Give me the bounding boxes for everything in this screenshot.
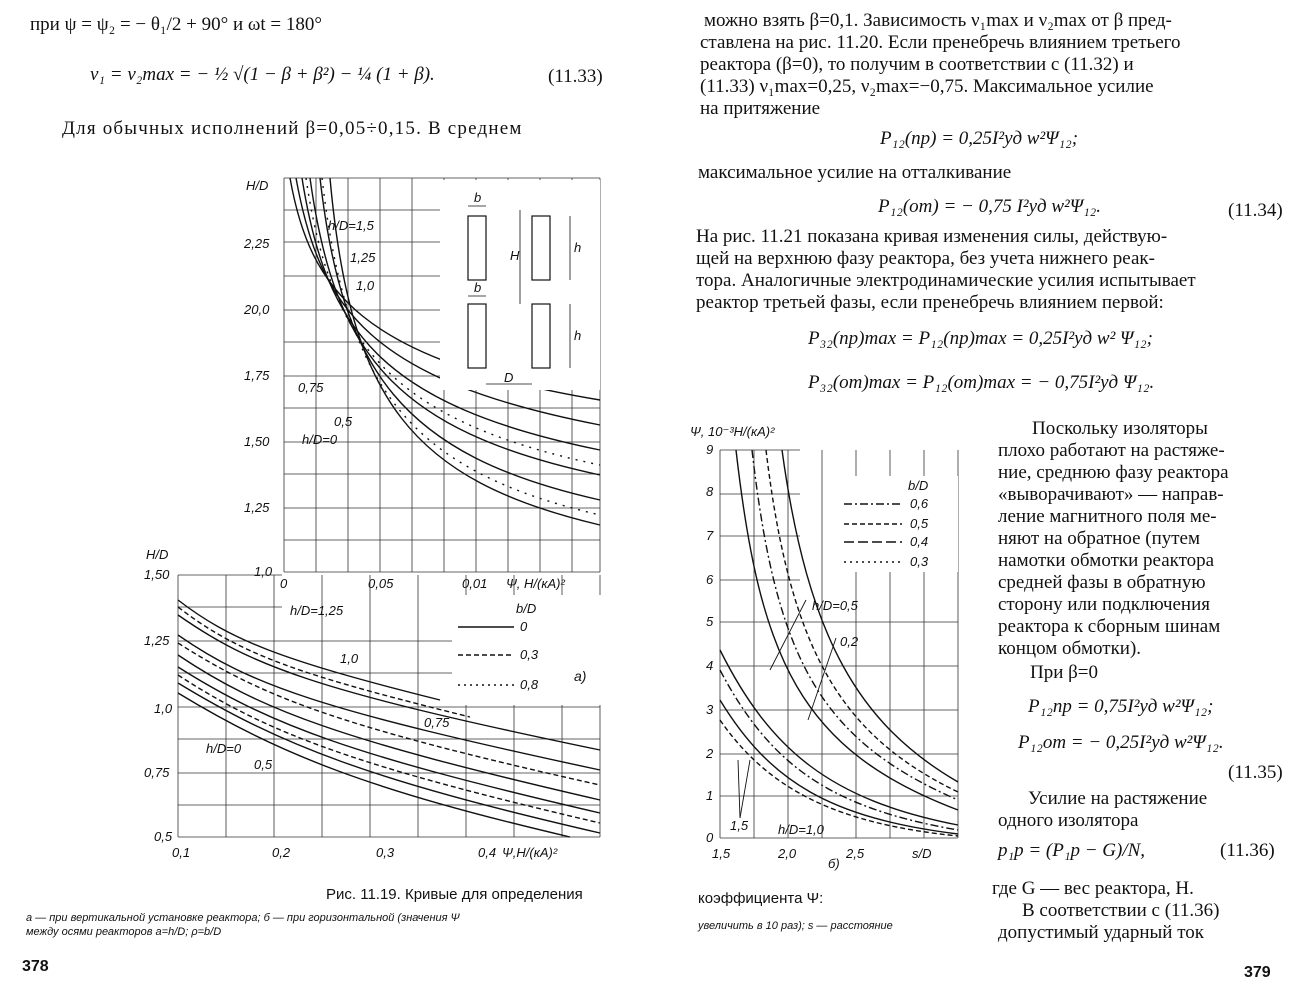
equation-number-11-34: (11.34) [1228,200,1283,221]
chart-b-x-tick: 0,4 [478,845,497,860]
panel-label-a: а) [574,668,587,684]
figure-caption: Рис. 11.19. Кривые для определения [326,886,583,903]
equation-number-11-33: (11.33) [548,66,603,87]
formula-11-33: ν₁ = ν₂max = − ½ √(1 − β + β²) − ¼ (1 + β). [90,64,435,85]
chart-c-y-label: Ψ, 10⁻³H/(кА)² [690,424,775,439]
side-text-line: ние, среднюю фазу реактора [998,462,1229,483]
chart-b-curve-label: h/D=1,25 [290,603,344,618]
figure-caption-continued-note: увеличить в 10 раз); s — расстояние [698,920,893,932]
chart-c-x-tick: 2,0 [778,846,797,861]
chart-a-y-tick: 1,0 [254,564,273,579]
side-text-line: Поскольку изоляторы [1032,418,1208,439]
chart-c-curve-label: 0,2 [840,634,859,649]
formula-p12pr-beta0: P₁₂пр = 0,75I²уд w²Ψ₁₂; [1028,696,1214,717]
figure-caption-note: между осями реакторов а=h/D; ρ=b/D [26,926,222,938]
page-number-left: 378 [22,958,49,975]
chart-b-curve-label: h/D=0 [206,741,242,756]
chart-a-y-tick: 20,0 [244,302,270,317]
formula-p32-pr: P₃₂(пр)max = P₁₂(пр)max = 0,25I²уд w² Ψ₁₂; [808,328,1153,349]
chart-c-curve [720,720,958,836]
chart-b-y-tick: 0,75 [144,765,170,780]
chart-c [690,420,990,875]
paragraph-line: реактора (β=0), то получим в соответствии с (11.32) и [700,54,1134,75]
chart-a-x-label: Ψ, H/(кА)² [506,576,565,590]
legend-entry: 0,8 [520,677,539,692]
text-line-condition: при ψ = ψ₂ = − θ₁/2 + 90° и ωt = 180° [30,14,322,35]
chart-c-curve [720,650,958,825]
figure-caption-note: а — при вертикальной установке реактора; б — при горизонтальной (значения Ψ [26,912,460,924]
inset-label: H [510,248,520,263]
side-text-line: няют на обратное (путем [998,528,1201,549]
side-text-line: реактора к сборным шинам [998,616,1221,637]
chart-a-y-tick: 1,25 [244,500,270,515]
right-page [652,0,1304,991]
chart-b-curve-label: 0,75 [424,715,450,730]
chart-b-curve [178,683,600,833]
side-text-line: концом обмотки). [998,638,1142,659]
chart-b-x-label: Ψ,H/(кА)² [502,845,558,860]
legend-entry: 0,5 [910,516,929,531]
chart-b-x-tick: 0,1 [172,845,191,860]
legend-title: b/D [516,601,537,616]
chart-c-legend [840,476,958,572]
chart-a-y-tick: 2,25 [244,236,270,251]
chart-a-curve-label: h/D=1,5 [328,218,374,233]
chart-a-inset [440,180,600,390]
paragraph-line: щей на верхнюю фазу реактора, без учета нижнего реак- [696,248,1155,269]
side-text-line: «выворачивают» — направ- [998,484,1224,505]
chart-a-curve-label: 1,25 [350,250,376,265]
paragraph-line: реактор третьей фазы, если пренебречь влиянием первой: [696,292,1164,313]
chart-b-curve-label: 1,0 [340,651,359,666]
chart-c-curve-label: h/D=1,0 [778,822,824,837]
chart-c-curve-label: h/D=0,5 [812,598,858,613]
paragraph-line: На рис. 11.21 показана кривая изменения силы, действую- [696,226,1168,247]
legend-entry: 0,4 [910,534,929,549]
chart-b-curve-label: 0,5 [254,757,273,772]
chart-b-x-tick: 0,3 [376,845,395,860]
chart-c-y-tick: 7 [706,528,714,543]
equation-number-11-36: (11.36) [1220,840,1275,861]
text-vsootvetstvii: допустимый ударный ток [998,922,1204,943]
side-text-line: намотки обмотки реактора [998,550,1215,571]
paragraph-line: (11.33) ν₁max=0,25, ν₂max=−0,75. Максимальное усилие [700,76,1154,97]
page-number-right: 379 [1244,964,1271,981]
chart-c-y-tick: 4 [706,658,714,673]
chart-c-y-tick: 1 [706,788,714,803]
chart-a-y-label: H/D [246,178,269,193]
formula-p12ot-beta0: P₁₂от = − 0,25I²уд w²Ψ₁₂. [1018,732,1224,753]
text-ottalkivanie: максимальное усилие на отталкивание [698,162,1012,183]
inset-label: b [474,280,482,295]
paragraph-line: ставлена на рис. 11.20. Если пренебречь влиянием третьего [700,32,1181,53]
chart-b-y-tick: 1,0 [154,701,173,716]
legend-entry: 0,6 [910,496,929,511]
chart-c-y-tick: 5 [706,614,714,629]
chart-c-x-tick: 2,5 [846,846,865,861]
legend-entry: 0 [520,619,528,634]
text-usilie: одного изолятора [998,810,1139,831]
chart-a-y-tick: 1,50 [244,434,270,449]
text-usilie: Усилие на растяжение [1028,788,1208,809]
chart-a-curve-label: h/D=0 [302,432,338,447]
chart-a-curve-label: 0,75 [298,380,324,395]
chart-a-curve-label: 1,0 [356,278,375,293]
chart-a-x-tick: 0,01 [462,576,488,590]
chart-a-y-tick: 1,75 [244,368,270,383]
inset-label: h [574,328,582,343]
side-text-line: плохо работают на растяже- [998,440,1225,461]
chart-c-y-tick: 0 [706,830,714,845]
legend-title: b/D [908,478,929,493]
text-gde: где G — вес реактора, Н. [992,878,1194,899]
chart-b-legend [452,595,602,705]
paragraph-line: тора. Аналогичные электродинамические усилия испытывает [696,270,1196,291]
equation-number-11-35: (11.35) [1228,762,1283,783]
text-vsootvetstvii: В соответствии с (11.36) [1022,900,1220,921]
chart-b-y-label: H/D [146,547,169,562]
formula-11-36: p₁р = (P₁р − G)/N, [998,840,1146,861]
chart-c-y-tick: 9 [706,442,714,457]
chart-c-curve [720,700,958,834]
chart-b-x-tick: 0,2 [272,845,291,860]
inset-label: b [474,190,482,205]
formula-p12-ot: P₁₂(от) = − 0,75 I²уд w²Ψ₁₂. [878,196,1102,217]
chart-c-curve-label: 1,5 [730,818,749,833]
side-text-line: сторону или подключения [998,594,1211,615]
side-text-line: средней фазы в обратную [998,572,1206,593]
chart-a-x-tick: 0,05 [368,576,394,590]
side-text-line: При β=0 [1030,662,1099,683]
chart-b-y-tick: 1,25 [144,633,170,648]
paragraph-line: на притяжение [700,98,821,119]
chart-c-y-tick: 3 [706,702,714,717]
side-text-line: ление магнитного поля ме- [998,506,1217,527]
chart-b-y-tick: 0,5 [154,829,173,844]
legend-entry: 0,3 [910,554,929,569]
panel-label-b: б) [828,856,840,871]
paragraph-line: можно взять β=0,1. Зависимость ν₁max и ν₂max от β пред- [704,10,1172,31]
inset-label: h [574,240,582,255]
chart-c-x-tick: 1,5 [712,846,731,861]
chart-c-y-tick: 2 [706,746,714,761]
legend-entry: 0,3 [520,647,539,662]
chart-c-y-tick: 6 [706,572,714,587]
chart-a-x-tick: 0 [280,576,288,590]
formula-p32-ot: P₃₂(от)max = P₁₂(от)max = − 0,75I²уд Ψ₁₂. [808,372,1155,393]
text-line-typical: Для обычных исполнений β=0,05÷0,15. В среднем [62,118,523,139]
chart-a [230,170,610,590]
figure-caption-continued: коэффициента Ψ: [698,890,824,907]
inset-label: D [504,370,514,385]
chart-c-x-label: s/D [912,846,932,861]
chart-c-y-tick: 8 [706,484,714,499]
formula-p12-pr: P₁₂(пр) = 0,25I²уд w²Ψ₁₂; [880,128,1079,149]
chart-b [140,545,610,865]
chart-b-y-tick: 1,50 [144,567,170,582]
chart-a-curve-label: 0,5 [334,414,353,429]
